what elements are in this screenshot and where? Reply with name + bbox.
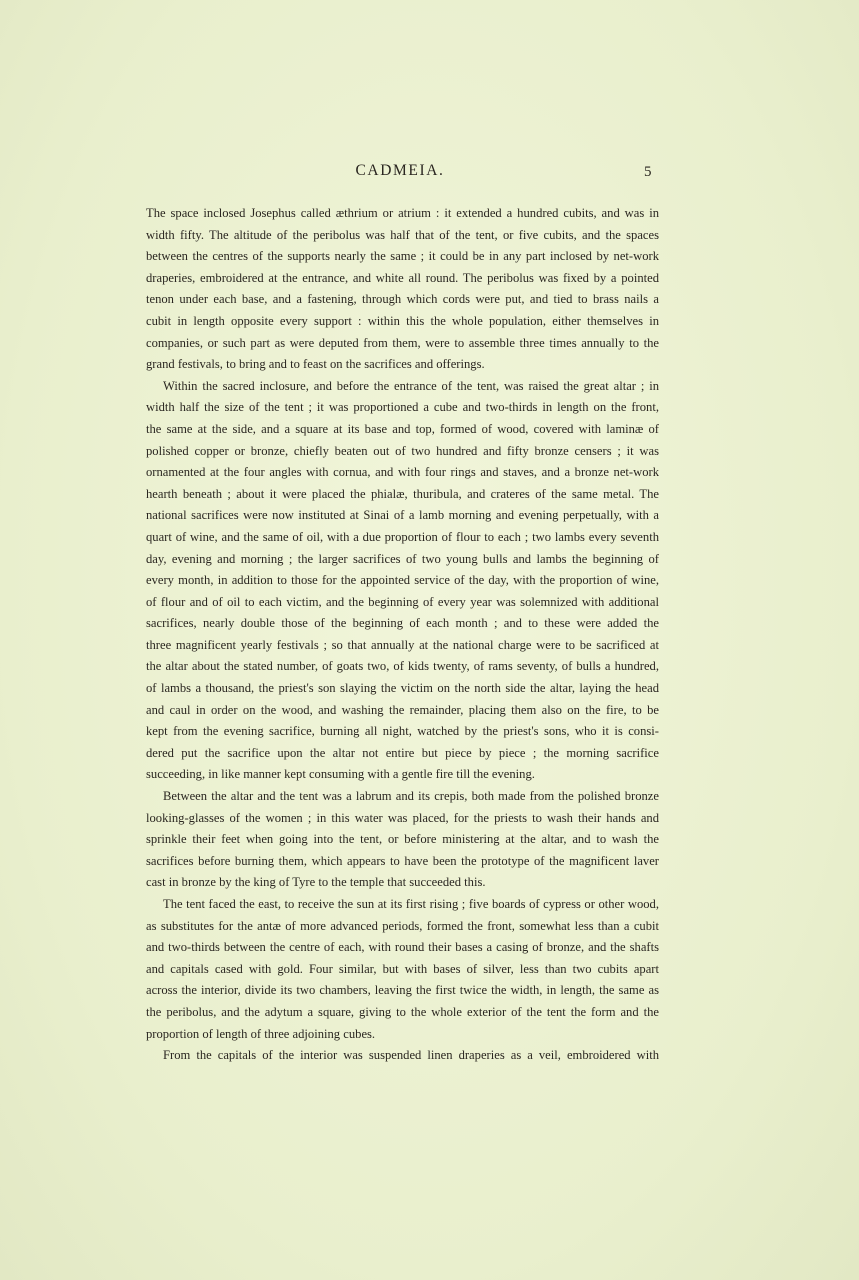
page-number: 5 [644,164,652,180]
text-line: cast in bronze by the king of Tyre to the temple that succeeded this. [146,875,486,890]
text-line: draperies, embroidered at the entrance, and white all round. The peribolus was fixed by a pointed [146,270,659,285]
text-line: dered put the sacrifice upon the altar not entire but piece by piece ; the morning sacrifice [146,745,659,760]
paragraph [146,894,659,1045]
text-line: succeeding, in like manner kept consuming with a gentle fire till the evening. [146,767,535,782]
paragraph [146,1045,659,1067]
text-line: ornamented at the four angles with cornua, and with four rings and staves, and a bronze net-work [146,465,659,480]
text-line: hearth beneath ; about it were placed the phialæ, thuribula, and crateres of the same metal. The [146,486,659,501]
text-line: polished copper or bronze, chiefly beaten out of two hundred and fifty bronze censers ; it was [146,443,659,458]
text-line: width fifty. The altitude of the peribolus was half that of the tent, or five cubits, and the spaces [146,227,659,242]
text-line: companies, or such part as were deputed from them, were to assemble three times annually to the [146,335,659,350]
page-header [0,162,859,186]
text-line: the peribolus, and the adytum a square, giving to the whole exterior of the tent the form and the [146,1004,659,1019]
text-line: every month, in addition to those for the appointed service of the day, with the proportion of wine, [146,573,659,588]
text-line: and caul in order on the wood, and washing the remainder, placing them also on the fire, to be [146,702,659,717]
text-line: looking-glasses of the women ; in this water was placed, for the priests to wash their hands and [146,810,659,825]
text-line: tenon under each base, and a fastening, through which cords were put, and tied to brass nails a [146,292,659,307]
text-line: the same at the side, and a square at its base and top, formed of wood, covered with laminæ of [146,421,659,436]
text-line: The space inclosed Josephus called æthrium or atrium : it extended a hundred cubits, and was in [146,206,659,220]
text-line: of lambs a thousand, the priest's son slaying the victim on the north side the altar, laying the head [146,681,659,696]
text-line: quart of wine, and the same of oil, with a due proportion of flour to each ; two lambs every seventh [146,529,659,544]
text-line: proportion of length of three adjoining cubes. [146,1026,376,1041]
text-line: across the interior, divide its two chambers, leaving the first twice the width, in length, the same as [146,983,659,998]
text-line: From the capitals of the interior was suspended linen draperies as a veil, embroidered with [163,1048,659,1063]
text-line: cubit in length opposite every support : within this the whole population, either themselves in [146,313,659,328]
paragraph [146,376,659,786]
text-line: and capitals cased with gold. Four similar, but with bases of silver, less than two cubits apart [146,961,659,976]
text-line: kept from the evening sacrifice, burning all night, watched by the priest's sons, who it is consi- [146,724,659,739]
body-text [146,203,659,1067]
paragraph [146,786,659,894]
running-title: CADMEIA. [355,162,445,179]
paragraph [146,203,659,376]
text-line: three magnificent yearly festivals ; so that annually at the national charge were to be sacrificed at [146,637,659,652]
text-line: the altar about the stated number, of goats two, of kids twenty, of rams seventy, of bulls a hundred, [146,659,659,674]
text-line: grand festivals, to bring and to feast on the sacrifices and offerings. [146,357,485,372]
text-line: sacrifices, nearly double those of the beginning of each month ; and to these were added the [146,616,659,631]
text-line: day, evening and morning ; the larger sacrifices of two young bulls and lambs the beginning of [146,551,659,566]
text-line: between the centres of the supports nearly the same ; it could be in any part inclosed by net-work [146,249,659,264]
text-line: Between the altar and the tent was a labrum and its crepis, both made from the polished bronze [163,789,659,804]
text-line: sacrifices before burning them, which appears to have been the prototype of the magnificent laver [146,853,659,868]
text-line: as substitutes for the antæ of more advanced periods, formed the front, somewhat less than a cubit [146,918,659,933]
text-line: national sacrifices were now instituted at Sinai of a lamb morning and evening perpetually, with a [146,508,659,523]
text-line: The tent faced the east, to receive the sun at its first rising ; five boards of cypress or other wood, [163,897,659,911]
text-line: and two-thirds between the centre of each, with round their bases a casing of bronze, and the shafts [146,940,659,955]
text-line: width half the size of the tent ; it was proportioned a cube and two-thirds in length on the front, [146,400,659,415]
text-line: sprinkle their feet when going into the tent, or before ministering at the altar, and to wash the [146,832,659,847]
text-line: of flour and of oil to each victim, and the beginning of every year was solemnized with additional [146,594,659,609]
text-line: Within the sacred inclosure, and before the entrance of the tent, was raised the great altar ; in [163,378,659,393]
